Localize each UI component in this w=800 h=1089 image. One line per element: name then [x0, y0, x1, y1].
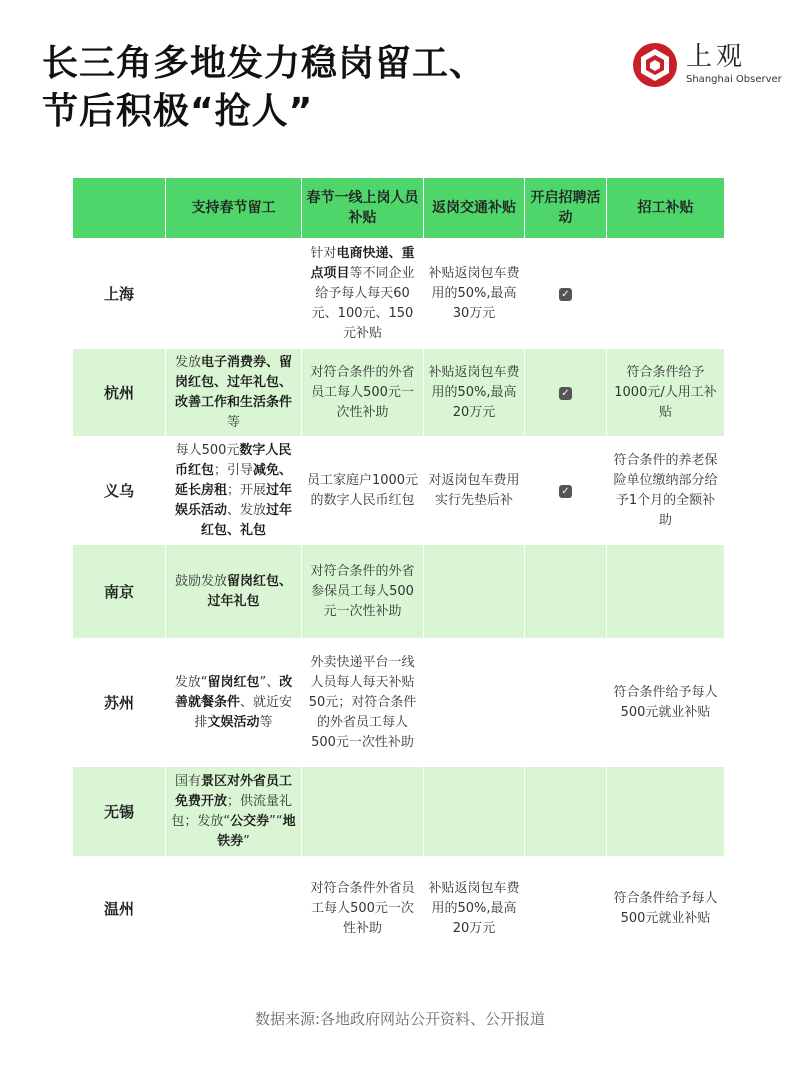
recruitment-cell — [525, 239, 607, 349]
header-cell: 支持春节留工 — [166, 178, 302, 239]
retention-support-cell — [166, 639, 302, 767]
table-header-row — [73, 178, 725, 239]
header-cell: 开启招聘活动 — [525, 178, 607, 239]
text-segment: 改善就餐条件 — [174, 674, 293, 710]
title-line-2: 节后积极“抢人” — [42, 91, 314, 132]
text-segment: 等 — [259, 714, 273, 730]
hiring-subsidy-cell: 符合条件给予1000元/人用工补贴 — [607, 349, 725, 437]
text-segment: 留岗红包、过年礼包 — [207, 573, 293, 609]
text-segment: 电商快递、重点项目 — [310, 245, 415, 281]
header-cell: 春节一线上岗人员补贴 — [302, 178, 424, 239]
title-line-1: 长三角多地发力稳岗留工、 — [42, 43, 487, 84]
retention-support-cell — [166, 545, 302, 639]
table-row — [73, 437, 725, 545]
text-segment: 发放 — [174, 354, 201, 370]
retention-support-cell — [166, 857, 302, 961]
hiring-subsidy-cell — [607, 239, 725, 349]
transport-subsidy-cell: 补贴返岗包车费用的50%,最高20万元 — [424, 349, 525, 437]
text-segment: 、发放 — [226, 502, 266, 518]
text-segment: 减免、延长房租 — [174, 462, 293, 498]
table-row — [73, 767, 725, 857]
city-cell: 无锡 — [73, 767, 166, 857]
recruitment-cell — [525, 857, 607, 961]
logo-text-cn: 上观 — [686, 42, 747, 72]
retention-support-cell — [166, 239, 302, 349]
text-segment: ”“ — [269, 813, 283, 829]
text-segment: ；开展 — [226, 482, 266, 498]
frontline-subsidy-cell — [302, 639, 424, 767]
text-segment: 文娱活动 — [207, 714, 260, 730]
table-row — [73, 349, 725, 437]
text-segment: 留岗红包 — [207, 674, 260, 690]
transport-subsidy-cell: 补贴返岗包车费用的50%,最高20万元 — [424, 857, 525, 961]
text-segment: 针对 — [310, 245, 337, 261]
text-segment: ；供流量礼包；发放“ — [171, 793, 293, 829]
table-row — [73, 857, 725, 961]
city-cell: 义乌 — [73, 437, 166, 545]
logo-text-en: Shanghai Observer — [686, 74, 782, 85]
text-segment: 员工家庭户1000元的数字人民币红包 — [306, 472, 419, 508]
retention-support-cell — [166, 349, 302, 437]
table-row — [73, 639, 725, 767]
frontline-subsidy-cell — [302, 239, 424, 349]
text-segment: ；引导 — [213, 462, 253, 478]
checkbox-checked-icon: ✓ — [559, 387, 572, 400]
policy-table — [72, 177, 725, 961]
transport-subsidy-cell — [424, 767, 525, 857]
text-segment: 、就近安排 — [194, 694, 293, 730]
recruitment-cell — [525, 639, 607, 767]
checkbox-checked-icon: ✓ — [559, 288, 572, 301]
table-row — [73, 545, 725, 639]
transport-subsidy-cell: 补贴返岗包车费用的50%,最高30万元 — [424, 239, 525, 349]
transport-subsidy-cell: 对返岗包车费用实行先垫后补 — [424, 437, 525, 545]
text-segment: 等不同企业给予每人每天60元、100元、150元补贴 — [311, 265, 415, 341]
page-title — [42, 40, 486, 136]
hiring-subsidy-cell — [607, 767, 725, 857]
text-segment: ” — [243, 833, 250, 849]
header-cell: 返岗交通补贴 — [424, 178, 525, 239]
recruitment-cell — [525, 545, 607, 639]
city-cell: 上海 — [73, 239, 166, 349]
text-segment: 外卖快递平台一线人员每人每天补贴50元；对符合条件的外省员工每人500元一次性补助 — [308, 654, 417, 750]
transport-subsidy-cell — [424, 639, 525, 767]
text-segment: 每人500元 — [175, 442, 240, 458]
text-segment: 对符合条件的外省员工每人500元一次性补助 — [310, 364, 415, 420]
transport-subsidy-cell — [424, 545, 525, 639]
frontline-subsidy-cell — [302, 349, 424, 437]
city-cell: 杭州 — [73, 349, 166, 437]
text-segment: 公交券 — [230, 813, 270, 829]
text-segment: ”、 — [259, 674, 280, 690]
frontline-subsidy-cell — [302, 437, 424, 545]
checkbox-checked-icon: ✓ — [559, 485, 572, 498]
hiring-subsidy-cell — [607, 545, 725, 639]
recruitment-cell — [525, 767, 607, 857]
text-segment: 过年红包、礼包 — [200, 502, 293, 538]
header-cell: 招工补贴 — [607, 178, 725, 239]
retention-support-cell — [166, 437, 302, 545]
shanghai-observer-logo-icon — [632, 42, 678, 88]
header-city — [73, 178, 166, 239]
hiring-subsidy-cell: 符合条件给予每人500元就业补贴 — [607, 639, 725, 767]
frontline-subsidy-cell — [302, 767, 424, 857]
text-segment: 等 — [226, 414, 240, 430]
city-cell: 温州 — [73, 857, 166, 961]
hiring-subsidy-cell: 符合条件的养老保险单位缴纳部分给予1个月的全额补助 — [607, 437, 725, 545]
text-segment: 景区对外省员工免费开放 — [174, 773, 293, 809]
city-cell: 苏州 — [73, 639, 166, 767]
city-cell: 南京 — [73, 545, 166, 639]
text-segment: 对符合条件的外省参保员工每人500元一次性补助 — [310, 563, 415, 619]
text-segment: 地铁券 — [217, 813, 296, 849]
retention-support-cell — [166, 767, 302, 857]
text-segment: 对符合条件外省员工每人500元一次性补助 — [310, 880, 415, 936]
text-segment: 国有 — [174, 773, 201, 789]
text-segment: 电子消费券、留岗红包、过年礼包、改善工作和生活条件 — [174, 354, 293, 410]
text-segment: 数字人民币红包 — [174, 442, 292, 478]
logo — [632, 42, 782, 92]
recruitment-cell — [525, 349, 607, 437]
text-segment: 鼓励发放 — [174, 573, 227, 589]
text-segment: 过年娱乐活动 — [174, 482, 293, 518]
text-segment: 发放“ — [174, 674, 208, 690]
frontline-subsidy-cell — [302, 857, 424, 961]
data-source-note: 数据来源:各地政府网站公开资料、公开报道 — [254, 1010, 546, 1028]
hiring-subsidy-cell: 符合条件给予每人500元就业补贴 — [607, 857, 725, 961]
frontline-subsidy-cell — [302, 545, 424, 639]
table-row — [73, 239, 725, 349]
recruitment-cell — [525, 437, 607, 545]
